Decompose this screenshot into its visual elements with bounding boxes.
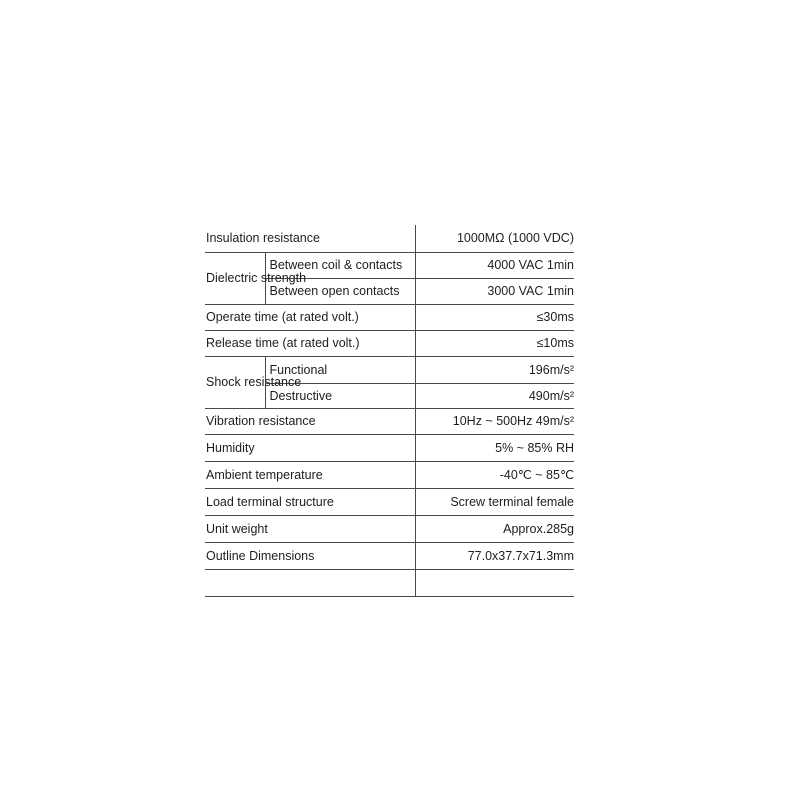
row-value bbox=[415, 569, 574, 596]
table-row bbox=[205, 304, 574, 330]
row-label: Humidity bbox=[205, 434, 415, 461]
table-row bbox=[205, 330, 574, 356]
row-value: 196m/s² bbox=[415, 356, 574, 383]
group-label: Shock resistance bbox=[205, 356, 265, 408]
row-value: 5% ~ 85% RH bbox=[415, 434, 574, 461]
row-value: 4000 VAC 1min bbox=[415, 252, 574, 278]
table-row bbox=[205, 356, 574, 383]
table-row bbox=[205, 434, 574, 461]
table-row bbox=[205, 408, 574, 434]
row-value: Screw terminal female bbox=[415, 488, 574, 515]
row-label: Operate time (at rated volt.) bbox=[205, 304, 415, 330]
row-value: Approx.285g bbox=[415, 515, 574, 542]
row-label: Destructive bbox=[265, 383, 415, 408]
row-value: ≤30ms bbox=[415, 304, 574, 330]
row-value: 77.0x37.7x71.3mm bbox=[415, 542, 574, 569]
row-label: Between open contacts bbox=[265, 278, 415, 304]
row-label: Vibration resistance bbox=[205, 408, 415, 434]
row-label: Ambient temperature bbox=[205, 461, 415, 488]
row-value: 10Hz ~ 500Hz 49m/s² bbox=[415, 408, 574, 434]
table-row bbox=[205, 542, 574, 569]
row-label: Unit weight bbox=[205, 515, 415, 542]
row-label: Load terminal structure bbox=[205, 488, 415, 515]
row-value: ≤10ms bbox=[415, 330, 574, 356]
row-value: -40℃ ~ 85℃ bbox=[415, 461, 574, 488]
row-label bbox=[205, 569, 415, 596]
row-value: 1000MΩ (1000 VDC) bbox=[415, 225, 574, 252]
row-label: Between coil & contacts bbox=[265, 252, 415, 278]
row-value: 3000 VAC 1min bbox=[415, 278, 574, 304]
table-row bbox=[205, 569, 574, 596]
row-label: Outline Dimensions bbox=[205, 542, 415, 569]
row-label: Functional bbox=[265, 356, 415, 383]
table-row bbox=[205, 461, 574, 488]
table-row bbox=[205, 225, 574, 252]
table-row bbox=[205, 252, 574, 278]
group-label: Dielectric strength bbox=[205, 252, 265, 304]
row-label: Release time (at rated volt.) bbox=[205, 330, 415, 356]
spec-table bbox=[205, 225, 574, 597]
table-row bbox=[205, 515, 574, 542]
table-row bbox=[205, 488, 574, 515]
row-label: Insulation resistance bbox=[205, 225, 415, 252]
row-value: 490m/s² bbox=[415, 383, 574, 408]
